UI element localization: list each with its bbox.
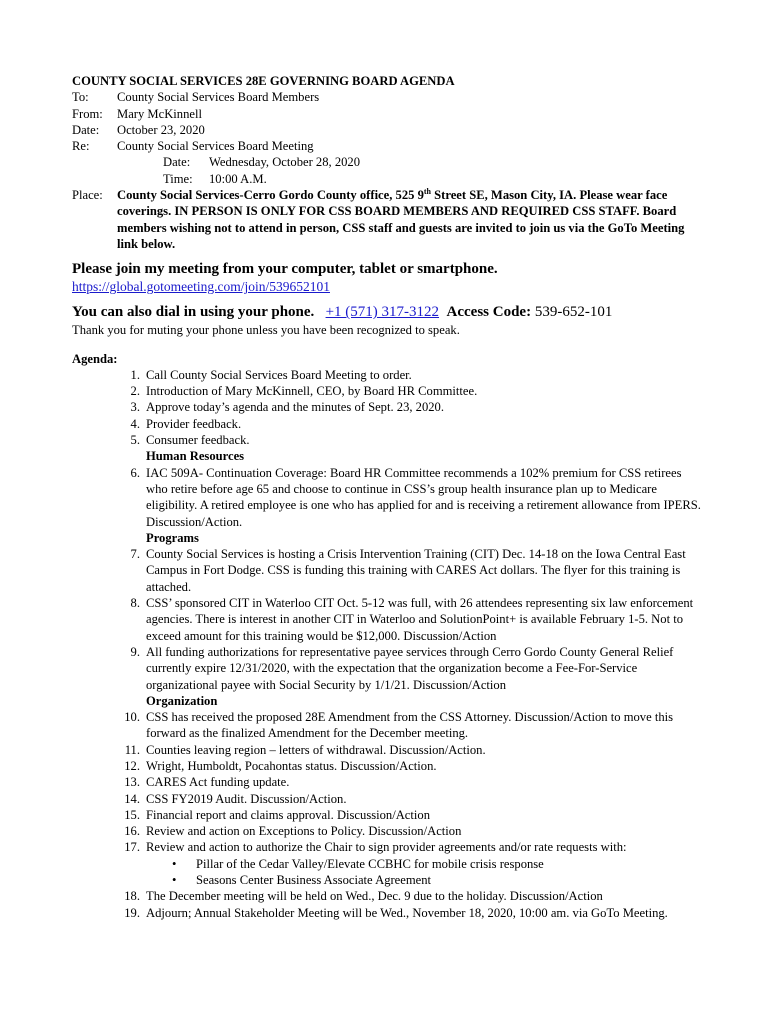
- memo-place: [72, 187, 704, 252]
- access-code-value: 539-652-101: [534, 304, 613, 321]
- agenda-item-number: 4.: [130, 416, 140, 431]
- agenda-item-8: [72, 595, 704, 644]
- agenda-item-number: 15.: [124, 807, 140, 822]
- memo-to-value: County Social Services Board Members: [117, 90, 320, 105]
- phone-number-link[interactable]: +1 (571) 317-3122: [325, 304, 440, 321]
- memo-date: [72, 122, 704, 138]
- agenda-item-number: 18.: [124, 889, 140, 904]
- agenda-item-number: 2.: [130, 384, 140, 399]
- agenda-item-17: [72, 839, 704, 855]
- agenda-item-7: [72, 546, 704, 595]
- agenda-item-text: Approve today’s agenda and the minutes of Sept. 23, 2020.: [146, 400, 444, 415]
- agenda-item-text: CSS’ sponsored CIT in Waterloo CIT Oct. 5-12 was full, with 26 attendees representing six law enforcement agencies. There is interest in another CIT in Waterloo and SolutionPoint+ is available February 1-5. Not to exceed amount for this training would be $12,000. Discussion/Action: [146, 596, 694, 643]
- agenda-item-number: 5.: [130, 433, 140, 448]
- memo-re-value: County Social Services Board Meeting: [117, 139, 314, 154]
- agenda-item-text: Counties leaving region – letters of withdrawal. Discussion/Action.: [146, 742, 486, 757]
- meeting-time-line: [72, 171, 704, 187]
- agenda-item-2: [72, 383, 704, 399]
- memo-date-label: Date:: [72, 122, 100, 137]
- meeting-time-label: Time:: [163, 171, 193, 186]
- memo-to: [72, 89, 704, 105]
- agenda-item-text: The December meeting will be held on Wed., Dec. 9 due to the holiday. Discussion/Action: [146, 889, 603, 904]
- agenda-document: [72, 73, 704, 921]
- agenda-item-15: [72, 807, 704, 823]
- bullet-item: [172, 872, 704, 888]
- meeting-url-link[interactable]: https://global.gotomeeting.com/join/539652101: [72, 279, 330, 295]
- agenda-item-text: All funding authorizations for representative payee services through Cerro Gordo County General Relief currently expire 12/31/2020, with the expectation that the organization become a Fee-For-Service organizational payee with Social Security by 1/1/21. Discussion/Action: [146, 644, 674, 692]
- memo-place-value: [117, 187, 704, 252]
- agenda-item-text: Introduction of Mary McKinnell, CEO, by Board HR Committee.: [146, 384, 478, 399]
- document-title: COUNTY SOCIAL SERVICES 28E GOVERNING BOARD AGENDA: [72, 74, 455, 88]
- agenda-item-4: [72, 416, 704, 432]
- agenda-item-number: 16.: [124, 824, 140, 839]
- agenda-item-19: [72, 905, 704, 921]
- bullet-text: Pillar of the Cedar Valley/Elevate CCBHC for mobile crisis response: [196, 856, 544, 871]
- agenda-item-text: Review and action to authorize the Chair to sign provider agreements and/or rate requests with:: [146, 840, 627, 855]
- agenda-item-5: [72, 432, 704, 448]
- agenda-item-number: 3.: [130, 400, 140, 415]
- agenda-item-text: Provider feedback.: [146, 416, 242, 431]
- agenda-list: [72, 367, 704, 921]
- meeting-date-label: Date:: [163, 155, 191, 170]
- agenda-item-text: Consumer feedback.: [146, 433, 250, 448]
- agenda-item-13: [72, 774, 704, 790]
- meeting-time-value: 10:00 A.M.: [209, 171, 267, 186]
- bullet-icon: •: [172, 856, 177, 871]
- agenda-item-text: County Social Services is hosting a Crisis Intervention Training (CIT) Dec. 14-18 on the Iowa Central East Campus in Fort Dodge. CSS is funding this training with CARES Act dollars. The flyer for this training is attached.: [146, 547, 686, 594]
- memo-re: [72, 138, 704, 154]
- agenda-item-text: CARES Act funding update.: [146, 775, 290, 790]
- agenda-item-text: Call County Social Services Board Meeting to order.: [146, 367, 412, 382]
- agenda-item-14: [72, 791, 704, 807]
- agenda-item-6: [72, 465, 704, 530]
- agenda-item-text: IAC 509A- Continuation Coverage: Board HR Committee recommends a 102% premium for CSS retirees who retire before age 65 and choose to continue in CSS’s group health insurance plan up to Medicare eligibility. A retired employee is one who has applied for and is receiving a retirement allowance from IPERS. Discussion/Action.: [146, 465, 701, 529]
- agenda-item-number: 11.: [124, 742, 140, 757]
- memo-from: [72, 106, 704, 122]
- join-heading: Please join my meeting from your computer, tablet or smartphone.: [72, 261, 498, 278]
- memo-from-value: Mary McKinnell: [117, 106, 202, 121]
- agenda-item-text: Adjourn; Annual Stakeholder Meeting will be Wed., November 18, 2020, 10:00 am. via GoTo Meeting.: [146, 905, 668, 920]
- agenda-item-number: 14.: [124, 791, 140, 806]
- place-text-part2: Street SE, Mason City, IA. Please wear face coverings. IN PERSON IS ONLY FOR CSS BOARD MEMBERS AND REQUIRED CSS STAFF. Board members wishing not to attend in person, CSS staff and guests are invited to join us via the GoTo Meeting link below.: [117, 188, 685, 251]
- section-heading-programs: Programs: [146, 530, 199, 545]
- memo-re-label: Re:: [72, 139, 90, 154]
- memo-date-value: October 23, 2020: [117, 122, 205, 137]
- agenda-item-text: Financial report and claims approval. Discussion/Action: [146, 807, 430, 822]
- bullet-text: Seasons Center Business Associate Agreement: [196, 873, 432, 888]
- mute-note: Thank you for muting your phone unless you have been recognized to speak.: [72, 323, 460, 338]
- memo-from-label: From:: [72, 106, 103, 121]
- agenda-item-3: [72, 399, 704, 415]
- place-text-part1: County Social Services-Cerro Gordo County office, 525 9: [117, 188, 424, 203]
- agenda-item-text: Review and action on Exceptions to Policy. Discussion/Action: [146, 824, 462, 839]
- agenda-item-text: CSS has received the proposed 28E Amendment from the CSS Attorney. Discussion/Action to move this forward as the finalized Amendment for the December meeting.: [146, 710, 674, 741]
- agenda-item-number: 1.: [130, 367, 140, 382]
- agenda-item-number: 7.: [130, 547, 140, 562]
- item-17-bullet-list: [72, 856, 704, 889]
- meeting-date-value: Wednesday, October 28, 2020: [209, 155, 361, 170]
- agenda-item-number: 12.: [124, 758, 140, 773]
- agenda-item-16: [72, 823, 704, 839]
- agenda-item-number: 9.: [130, 644, 140, 659]
- agenda-item-number: 6.: [130, 465, 140, 480]
- place-ordinal-suffix: th: [423, 186, 431, 196]
- meeting-date-line: [72, 154, 704, 170]
- agenda-heading: Agenda:: [72, 351, 118, 366]
- agenda-item-12: [72, 758, 704, 774]
- access-code-label: Access Code:: [446, 304, 532, 321]
- agenda-item-number: 13.: [124, 775, 140, 790]
- dial-in-label: You can also dial in using your phone.: [72, 304, 315, 321]
- agenda-item-18: [72, 888, 704, 904]
- agenda-item-number: 8.: [130, 596, 140, 611]
- section-heading-organization: Organization: [146, 693, 218, 708]
- agenda-item-number: 10.: [124, 710, 140, 725]
- bullet-item: [172, 856, 704, 872]
- dial-in-line: [72, 303, 704, 322]
- memo-to-label: To:: [72, 90, 89, 105]
- agenda-item-number: 17.: [124, 840, 140, 855]
- agenda-item-text: Wright, Humboldt, Pocahontas status. Discussion/Action.: [146, 758, 437, 773]
- bullet-icon: •: [172, 873, 177, 888]
- agenda-item-text: CSS FY2019 Audit. Discussion/Action.: [146, 791, 347, 806]
- agenda-item-9: [72, 644, 704, 693]
- agenda-item-1: [72, 367, 704, 383]
- section-heading-human-resources: Human Resources: [146, 449, 245, 464]
- agenda-item-11: [72, 742, 704, 758]
- memo-place-label: Place:: [72, 188, 103, 203]
- agenda-item-10: [72, 709, 704, 742]
- agenda-item-number: 19.: [124, 905, 140, 920]
